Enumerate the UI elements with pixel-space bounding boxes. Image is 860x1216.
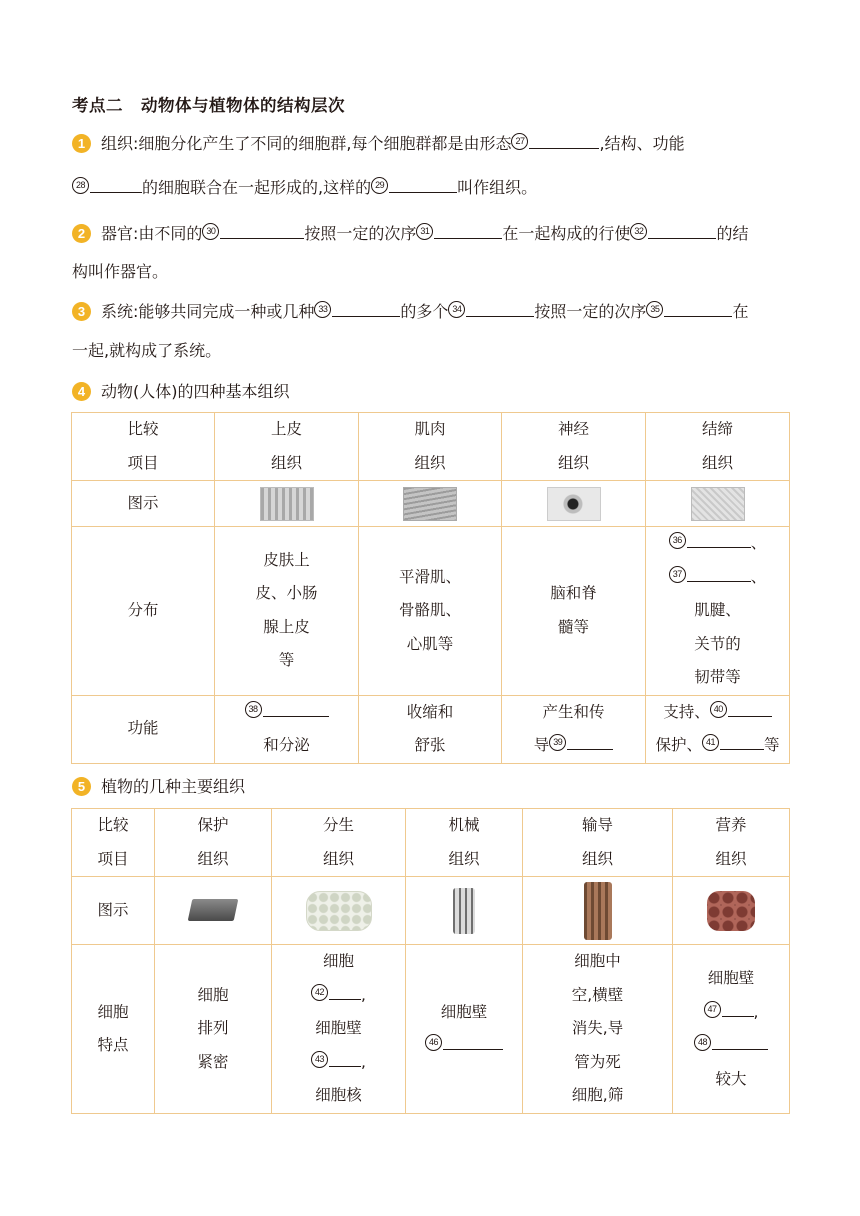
item-2-text-c: 在一起构成的行使 (502, 224, 631, 243)
table-cell (215, 695, 359, 763)
cell-text: 骨骼肌、 (398, 601, 461, 619)
cell-text: 舒张 (414, 736, 446, 754)
table-cell (673, 945, 790, 1114)
cell-text: 组织 (581, 849, 613, 868)
cell-text: 肌腱、 (694, 601, 741, 619)
cell-text: 细胞,筛 (571, 1086, 624, 1105)
blank-marker-40: 40 (710, 701, 727, 718)
item-2-text-d: 的结 (716, 224, 749, 243)
answer-blank-48[interactable] (712, 1035, 768, 1050)
item-1-line-2 (72, 176, 537, 200)
item-3-line-2 (72, 339, 221, 363)
table-cell (359, 413, 502, 481)
animal-tissue-table (71, 412, 790, 764)
table-cell (359, 481, 502, 527)
cell-text (646, 527, 789, 561)
answer-blank-36[interactable] (687, 533, 751, 548)
item-5-title (72, 775, 245, 799)
cell-text: 皮、小肠 (255, 584, 318, 603)
table-row (72, 527, 790, 696)
cell-text (646, 561, 789, 595)
cell-text: 空,横壁 (571, 985, 624, 1004)
cell-text: 输导 (581, 816, 613, 834)
cell-text: 细胞中 (574, 952, 621, 971)
table-cell (673, 809, 790, 877)
table-cell: 图示 (72, 481, 215, 527)
cell-text: 组织 (270, 453, 302, 472)
cell-text: 机械 (448, 816, 480, 834)
cell-text: 比较 (127, 420, 159, 438)
cell-text (646, 696, 789, 730)
cell-text: 和分泌 (263, 736, 310, 754)
mechanical-tissue-image (453, 888, 475, 934)
cell-text: 细胞 (197, 985, 229, 1004)
blank-marker-31: 31 (416, 223, 433, 240)
item-4-title (72, 380, 290, 404)
table-row (72, 481, 790, 527)
answer-blank-42[interactable] (329, 985, 361, 1000)
answer-blank-39[interactable] (567, 735, 613, 750)
blank-marker-48: 48 (694, 1034, 711, 1051)
blank-marker-43: 43 (311, 1051, 328, 1068)
table-cell (502, 527, 646, 696)
table-cell (359, 695, 502, 763)
cell-text: 心肌等 (406, 634, 454, 653)
table-cell (72, 809, 155, 877)
table-cell (502, 413, 646, 481)
table-cell (215, 527, 359, 696)
blank-marker-42: 42 (311, 984, 328, 1001)
blank-marker-46: 46 (425, 1034, 442, 1051)
cell-text (272, 979, 405, 1013)
cell-text: 项目 (97, 849, 129, 868)
cell-text: 分生 (322, 816, 354, 834)
cell-text: 等 (764, 736, 780, 754)
cell-text: 、 (750, 534, 767, 552)
table-cell (502, 695, 646, 763)
cell-text: 细胞壁 (315, 1019, 362, 1038)
item-2-text-a: 器官:由不同的 (101, 224, 203, 243)
table-cell (406, 809, 523, 877)
table-cell (155, 809, 272, 877)
item-3-text-d: 在 (732, 302, 749, 321)
item-3-text-a: 系统:能够共同完成一种或几种 (101, 302, 315, 321)
cell-text: 营养 (715, 816, 747, 834)
cell-text: , (361, 1052, 366, 1071)
cell-text: 保护 (197, 816, 229, 834)
cell-text: 项目 (127, 453, 159, 472)
cell-text: 支持、 (663, 702, 710, 721)
number-badge-5: 5 (72, 777, 91, 796)
cell-text: 皮肤上 (263, 550, 310, 569)
table-cell (523, 809, 673, 877)
meristem-tissue-image (306, 891, 372, 931)
cell-text: 产生和传 (542, 702, 605, 721)
answer-blank-41[interactable] (720, 735, 764, 750)
table-cell (673, 877, 790, 945)
cell-text: , (753, 1002, 759, 1021)
table-cell (72, 413, 215, 481)
plant-tissue-table (71, 808, 790, 1114)
table-cell (406, 945, 523, 1114)
answer-blank-38[interactable] (263, 702, 329, 717)
item-2-line-2 (72, 260, 168, 284)
epithelial-tissue-image (260, 487, 314, 521)
table-cell (359, 527, 502, 696)
blank-marker-30: 30 (202, 223, 219, 240)
cell-text: 组织 (701, 453, 733, 472)
cell-text: 肌肉 (414, 420, 446, 438)
cell-text: 导 (533, 736, 550, 754)
answer-blank-28[interactable] (90, 178, 142, 193)
cell-text: 韧带等 (694, 668, 741, 686)
table-cell (272, 945, 406, 1114)
item-1-text-a: 组织:细胞分化产生了不同的细胞群,每个细胞群都是由形态 (101, 134, 512, 153)
table-cell (646, 481, 790, 527)
item-1-text-c: 的细胞联合在一起形成的,这样的 (142, 178, 372, 197)
answer-blank-31[interactable] (434, 224, 502, 239)
table-cell (523, 877, 673, 945)
answer-blank-46[interactable] (443, 1035, 503, 1050)
cell-text: 等 (278, 651, 295, 670)
table-cell (646, 413, 790, 481)
cell-text: 组织 (322, 849, 354, 868)
table-row (72, 877, 790, 945)
table-row (72, 413, 790, 481)
cell-text: 关节的 (694, 634, 741, 653)
protective-tissue-image (188, 899, 239, 921)
blank-marker-28: 28 (72, 177, 89, 194)
cell-text: 细胞壁 (440, 1002, 488, 1021)
cell-text: 收缩和 (406, 702, 454, 721)
answer-blank-29[interactable] (389, 178, 457, 193)
answer-blank-32[interactable] (648, 224, 716, 239)
cell-text: 上皮 (270, 420, 302, 438)
cell-text: 脑和脊 (550, 584, 597, 603)
item-2-text-b: 按照一定的次序 (304, 224, 417, 243)
number-badge-3: 3 (72, 302, 91, 321)
cell-text (406, 1029, 522, 1063)
table-row (72, 695, 790, 763)
cell-text: 髓等 (557, 617, 589, 636)
cell-text: 平滑肌、 (398, 567, 461, 586)
cell-text: 组织 (448, 849, 480, 868)
table-cell (502, 481, 646, 527)
cell-text: 特点 (97, 1036, 129, 1054)
answer-blank-35[interactable] (664, 302, 732, 317)
cell-text: 组织 (557, 453, 589, 472)
animal-table-title: 动物(人体)的四种基本组织 (101, 382, 290, 401)
cell-text: 腺上皮 (263, 617, 310, 636)
blank-marker-32: 32 (630, 223, 647, 240)
cell-text (502, 729, 645, 763)
blank-marker-35: 35 (646, 301, 663, 318)
blank-marker-39: 39 (549, 734, 566, 751)
cell-text: 结缔 (701, 420, 733, 438)
table-cell (646, 695, 790, 763)
item-2-text-e: 构叫作器官。 (72, 262, 169, 281)
cell-text: 紧密 (197, 1052, 229, 1071)
connective-tissue-image (691, 487, 745, 521)
cell-text (673, 996, 789, 1030)
cell-text: 保护、 (655, 736, 702, 754)
item-3-text-c: 按照一定的次序 (534, 302, 647, 321)
muscle-tissue-image (403, 487, 457, 521)
cell-text: 细胞 (97, 1002, 129, 1021)
answer-blank-27[interactable] (529, 134, 599, 149)
cell-text (673, 1029, 789, 1063)
section-heading (72, 92, 345, 116)
answer-blank-34[interactable] (466, 302, 534, 317)
table-cell (272, 877, 406, 945)
blank-marker-47: 47 (704, 1001, 721, 1018)
nutritive-tissue-image (707, 891, 755, 931)
cell-text: , (361, 985, 366, 1004)
blank-marker-36: 36 (669, 532, 686, 549)
table-cell (646, 527, 790, 696)
cell-text: 细胞 (322, 952, 354, 971)
conducting-tissue-image (584, 882, 612, 940)
number-badge-4: 4 (72, 382, 91, 401)
blank-marker-37: 37 (669, 566, 686, 583)
item-1-line-1 (72, 132, 685, 156)
cell-text: 组织 (715, 849, 747, 868)
answer-blank-40[interactable] (728, 702, 772, 717)
table-row (72, 809, 790, 877)
item-3-line-1 (72, 300, 748, 324)
cell-text: 组织 (197, 849, 229, 868)
answer-blank-37[interactable] (687, 567, 751, 582)
table-cell (523, 945, 673, 1114)
cell-text: 、 (750, 567, 767, 586)
blank-marker-27: 27 (511, 133, 528, 150)
cell-text: 消失,导 (571, 1019, 624, 1038)
cell-text: 神经 (557, 420, 589, 438)
item-2-line-1 (72, 222, 748, 246)
section-label: 考点二 (72, 96, 123, 115)
cell-text (646, 729, 789, 763)
table-cell: 分布 (72, 527, 215, 696)
nerve-tissue-image (547, 487, 601, 521)
answer-blank-47[interactable] (722, 1002, 754, 1017)
number-badge-1: 1 (72, 134, 91, 153)
cell-text: 管为死 (574, 1052, 621, 1071)
item-3-text-e: 一起,就构成了系统。 (72, 341, 222, 360)
blank-marker-34: 34 (448, 301, 465, 318)
cell-text (272, 1046, 405, 1080)
table-cell (72, 945, 155, 1114)
number-badge-2: 2 (72, 224, 91, 243)
table-cell (272, 809, 406, 877)
table-cell: 功能 (72, 695, 215, 763)
cell-text: 较大 (715, 1069, 747, 1088)
blank-marker-33: 33 (314, 301, 331, 318)
cell-text (215, 696, 358, 730)
cell-text: 比较 (97, 816, 129, 834)
answer-blank-30[interactable] (220, 224, 304, 239)
cell-text: 组织 (414, 453, 446, 472)
item-3-text-b: 的多个 (400, 302, 449, 321)
cell-text: 细胞核 (315, 1086, 362, 1105)
table-cell (155, 877, 272, 945)
cell-text: 排列 (197, 1019, 229, 1038)
item-1-text-b: ,结构、功能 (599, 134, 685, 153)
table-cell (406, 877, 523, 945)
section-title: 动物体与植物体的结构层次 (141, 96, 345, 115)
table-cell: 图示 (72, 877, 155, 945)
table-cell (155, 945, 272, 1114)
answer-blank-33[interactable] (332, 302, 400, 317)
blank-marker-41: 41 (702, 734, 719, 751)
plant-table-title: 植物的几种主要组织 (101, 777, 246, 796)
table-row (72, 945, 790, 1114)
answer-blank-43[interactable] (329, 1052, 361, 1067)
table-cell (215, 413, 359, 481)
blank-marker-38: 38 (245, 701, 262, 718)
table-cell (215, 481, 359, 527)
cell-text: 细胞壁 (707, 969, 755, 987)
item-1-text-d: 叫作组织。 (457, 178, 538, 197)
blank-marker-29: 29 (371, 177, 388, 194)
